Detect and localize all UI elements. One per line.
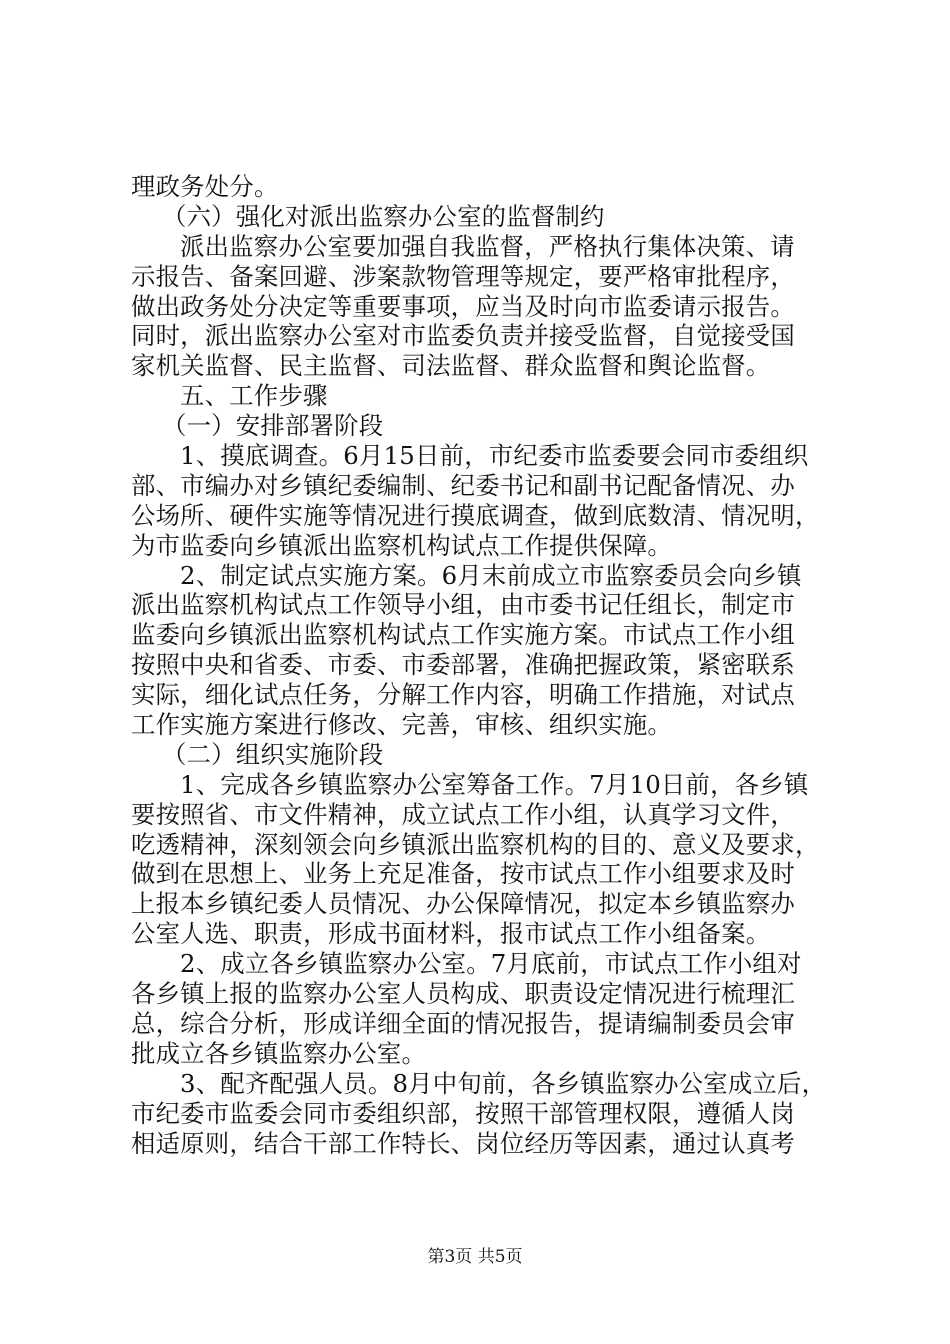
text-line: （六）强化对派出监察办公室的监督制约 [162,201,605,231]
text-line: （二）组织实施阶段 [162,739,384,769]
text-line: 总，综合分析，形成详细全面的情况报告，提请编制委员会审 [131,1008,795,1038]
text-line: 为市监委向乡镇派出监察机构试点工作提供保障。 [131,530,672,560]
text-line: 公室人选、职责，形成书面材料，报市试点工作小组备案。 [131,919,771,949]
page-footer: 第3页 共5页 [427,1247,523,1267]
text-line: 派出监察办公室要加强自我监督，严格执行集体决策、请 [180,231,795,261]
document-body [131,172,831,1158]
text-line: 做到在思想上、业务上充足准备，按市试点工作小组要求及时 [131,859,795,889]
text-line: 2、成立各乡镇监察办公室。7月底前，市试点工作小组对 [180,949,802,979]
text-line: 监委向乡镇派出监察机构试点工作实施方案。市试点工作小组 [131,620,795,650]
text-line: 做出政务处分决定等重要事项，应当及时向市监委请示报告。 [131,291,795,321]
text-line: 各乡镇上报的监察办公室人员构成、职责设定情况进行梳理汇 [131,979,795,1009]
text-line: 2、制定试点实施方案。6月末前成立市监察委员会向乡镇 [180,560,802,590]
text-line: 派出监察机构试点工作领导小组，由市委书记任组长，制定市 [131,590,795,620]
text-line: 1、摸底调查。6月15日前，市纪委市监委要会同市委组织 [180,441,809,471]
text-line: 吃透精神，深刻领会向乡镇派出监察机构的目的、意义及要求， [131,829,820,859]
text-line: 同时，派出监察办公室对市监委负责并接受监督，自觉接受国 [131,321,795,351]
text-line: 公场所、硬件实施等情况进行摸底调查，做到底数清、情况明， [131,500,820,530]
text-line: 实际，细化试点任务，分解工作内容，明确工作措施，对试点 [131,680,795,710]
text-line: 3、配齐配强人员。8月中旬前，各乡镇监察办公室成立后， [180,1068,827,1098]
text-line: 按照中央和省委、市委、市委部署，准确把握政策，紧密联系 [131,650,795,680]
text-line: 部、市编办对乡镇纪委编制、纪委书记和副书记配备情况、办 [131,470,795,500]
text-line: 上报本乡镇纪委人员情况、办公保障情况，拟定本乡镇监察办 [131,889,795,919]
text-line: 1、完成各乡镇监察办公室筹备工作。7月10日前，各乡镇 [180,769,809,799]
text-line: 示报告、备案回避、涉案款物管理等规定，要严格审批程序， [131,261,795,291]
text-line: 批成立各乡镇监察办公室。 [131,1038,427,1068]
text-line: （一）安排部署阶段 [162,411,384,441]
text-line: 相适原则，结合干部工作特长、岗位经历等因素，通过认真考 [131,1128,795,1158]
text-line: 家机关监督、民主监督、司法监督、群众监督和舆论监督。 [131,351,771,381]
text-line: 工作实施方案进行修改、完善，审核、组织实施。 [131,710,672,740]
text-line: 五、工作步骤 [180,381,328,411]
text-line: 市纪委市监委会同市委组织部，按照干部管理权限，遵循人岗 [131,1098,795,1128]
text-line: 理政务处分。 [131,172,279,201]
text-line: 要按照省、市文件精神，成立试点工作小组，认真学习文件， [131,799,795,829]
